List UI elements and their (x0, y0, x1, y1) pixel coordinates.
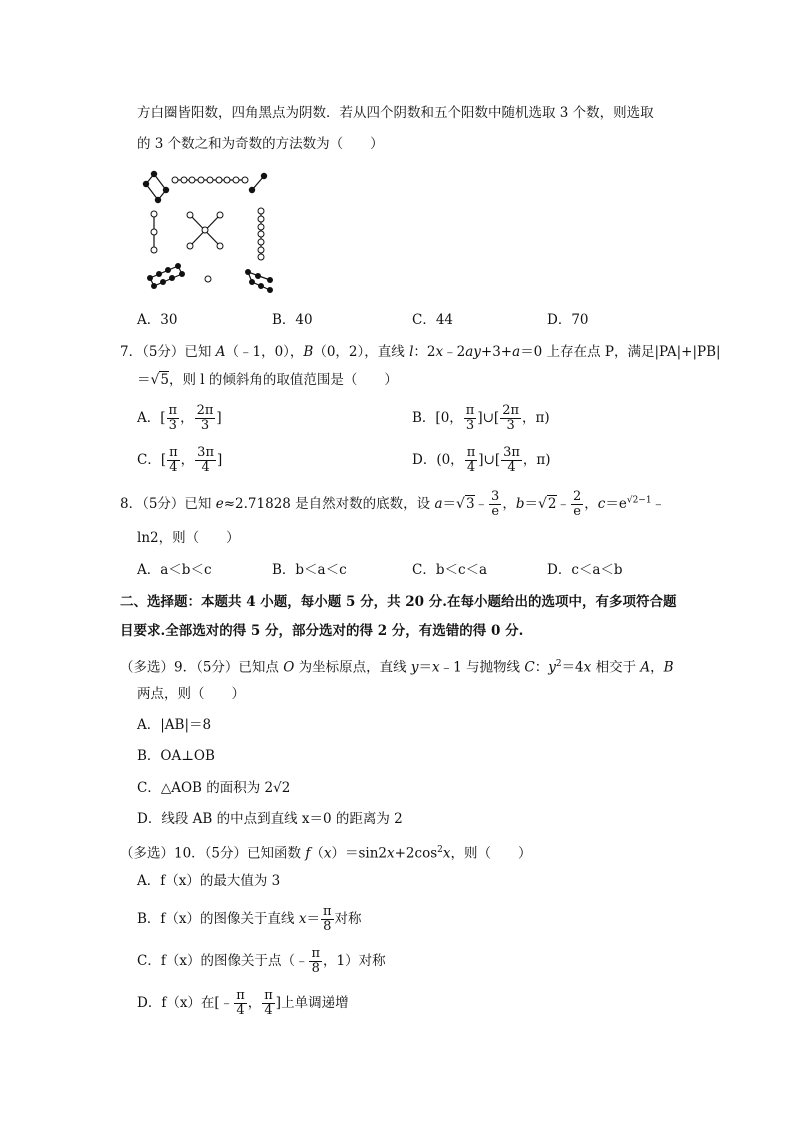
q7-option-c[interactable]: C．[ $\frac{\pi}{4}$ ， $\frac{3\pi}{4}$ ] (137, 445, 223, 475)
q6-line2: 的 3 个数之和为奇数的方法数为（ ） (137, 136, 384, 152)
q6-line1: 方白圈皆阳数，四角黑点为阴数．若从四个阴数和五个阳数中随机选取 3 个数，则选取 (137, 105, 654, 121)
q6-option-d[interactable]: D．70 (547, 312, 589, 328)
q9-option-d[interactable]: D．线段 AB 的中点到直线 x＝0 的距离为 2 (137, 811, 403, 827)
luoshu-figure (140, 168, 275, 298)
q10-option-c[interactable]: C．f（x）的图像关于点（﹣ $\frac{\pi}{8}$ ，1）对称 (137, 946, 386, 976)
q7-stem-line2: ＝√5，则 l 的倾斜角的取值范围是（ ） (137, 372, 398, 388)
section2-title-line2: 目要求.全部选对的得 5 分，部分选对的得 2 分，有选错的得 0 分. (120, 623, 524, 639)
q7-option-d[interactable]: D．(0， $\frac{\pi}{4}$ ]∪[ $\frac{3\pi}{4}$ ，π) (412, 445, 551, 475)
q9-stem-line1: （多选）9．（5分）已知点 O 为坐标原点，直线 y＝x﹣1 与抛物线 C：$y^2=4x$ 相交于 A，B (120, 659, 674, 676)
q7-option-a[interactable]: A．[ $\frac{\pi}{3}$ ， $\frac{2\pi}{3}$ ] (137, 403, 222, 433)
q8-stem-line2: ln2，则（ ） (137, 530, 240, 546)
q7-stem-line1: 7．（5分）已知 A（﹣1，0），B（0，2），直线 l：2x﹣2ay+3+a＝0 上存在点 P，满足|PA|+|PB| (120, 344, 721, 360)
q6-option-a[interactable]: A．30 (137, 312, 178, 328)
q10-stem: （多选）10．（5分）已知函数 $f(x)=\sin 2x+2\cos^2x$，则（ ） (120, 845, 532, 862)
q8-option-d[interactable]: D．c＜a＜b (547, 562, 623, 578)
q8-option-c[interactable]: C．b＜c＜a (412, 562, 488, 578)
q6-option-b[interactable]: B．40 (272, 312, 313, 328)
q10-option-a[interactable]: A．f（x）的最大值为 3 (137, 873, 281, 889)
q8-option-a[interactable]: A．a＜b＜c (137, 562, 212, 578)
section2-title-line1: 二、选择题：本题共 4 小题，每小题 5 分，共 20 分.在每小题给出的选项中，有多项符合题 (120, 594, 677, 610)
q6-option-c[interactable]: C．44 (412, 312, 454, 328)
q8-stem-line1: 8．（5分）已知 e≈2.71828 是自然对数的底数，设 a＝√3﹣ $\frac{3}{e}$ ，b＝√2﹣ $\frac{2}{e}$ ，$c=e^{√2-1}﹣$ (120, 489, 666, 519)
q8-option-b[interactable]: B．b＜a＜c (272, 562, 347, 578)
q9-option-a[interactable]: A．|AB|＝8 (137, 717, 212, 733)
q10-option-b[interactable]: B．f（x）的图像关于直线 x＝ $\frac{\pi}{8}$ 对称 (137, 904, 362, 934)
q9-option-b[interactable]: B．OA⊥OB (137, 748, 215, 764)
q7-option-b[interactable]: B．[0， $\frac{\pi}{3}$ ]∪[ $\frac{2\pi}{3}$ ，π) (412, 403, 550, 433)
q9-stem-line2: 两点，则（ ） (137, 686, 245, 702)
q10-option-d[interactable]: D．f（x）在[﹣ $\frac{\pi}{4}$ ， $\frac{\pi}{4}$ ]上单调递增 (137, 988, 349, 1018)
q9-option-c[interactable]: C．△AOB 的面积为 2√2 (137, 780, 291, 796)
